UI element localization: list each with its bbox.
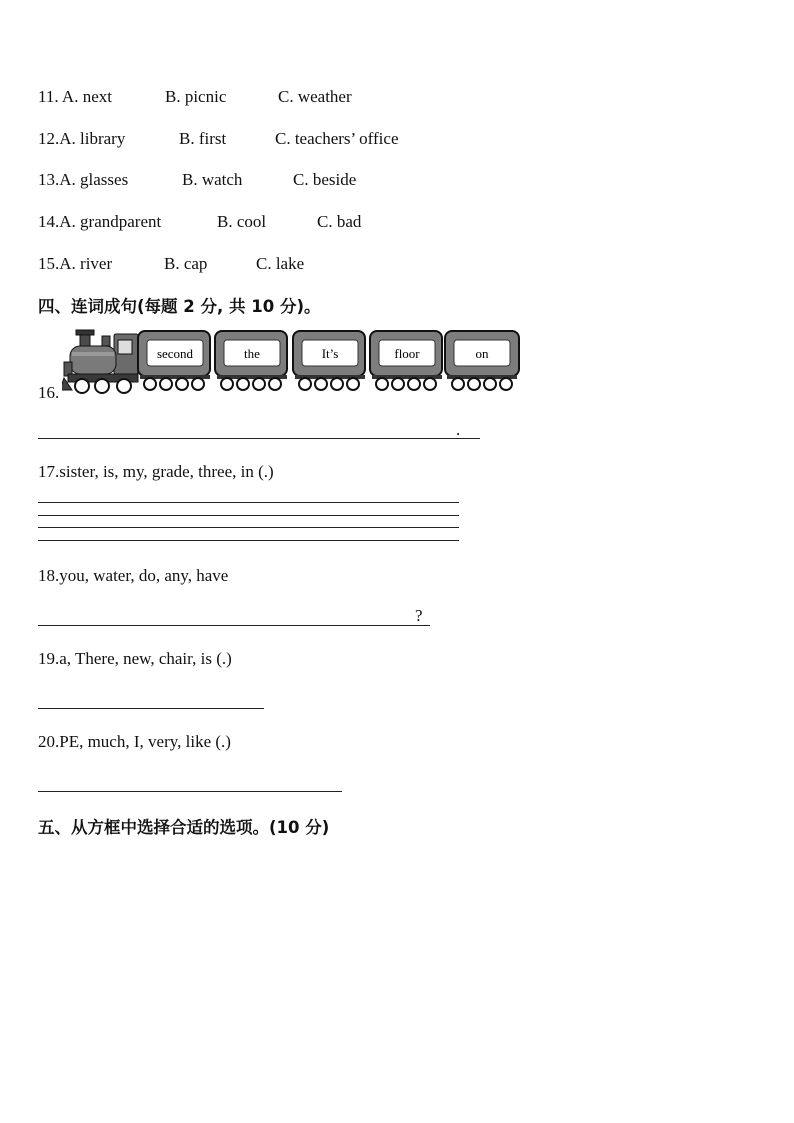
choice-13-b: B. watch	[182, 170, 243, 189]
q18-answer-line[interactable]	[38, 625, 430, 626]
choice-11-c: C. weather	[278, 87, 352, 106]
q19-answer-line[interactable]	[38, 708, 264, 709]
choice-13-c: C. beside	[293, 170, 357, 189]
train-word-5: on	[475, 346, 489, 361]
choice-13-a: 13.A. glasses	[38, 170, 129, 189]
q17-answer-line-3[interactable]	[38, 527, 459, 528]
q17-answer-line-2[interactable]	[38, 515, 459, 516]
locomotive-icon	[62, 330, 138, 393]
choice-14-a: 14.A. grandparent	[38, 212, 162, 231]
choice-14-b: B. cool	[217, 212, 267, 231]
choice-15-c: C. lake	[256, 254, 305, 273]
choice-11-a: 11. A. next	[38, 87, 112, 106]
q16-end-mark: .	[456, 420, 461, 439]
choice-14-c: C. bad	[317, 212, 362, 231]
q17-prompt: 17.sister, is, my, grade, three, in (.)	[38, 462, 274, 481]
train-word-1: second	[156, 346, 194, 361]
q19-prompt: 19.a, There, new, chair, is (.)	[38, 649, 232, 668]
q18-prompt: 18.you, water, do, any, have	[38, 566, 229, 585]
train-word-4: floor	[394, 346, 420, 361]
train-word-2: the	[244, 346, 260, 361]
choice-12-a: 12.A. library	[38, 129, 126, 148]
q16-number: 16.	[38, 383, 60, 402]
choice-11-b: B. picnic	[165, 87, 227, 106]
choice-15-b: B. cap	[164, 254, 208, 273]
choice-12-c: C. teachers’ office	[275, 129, 399, 148]
q18-end-mark: ?	[415, 606, 423, 625]
train-illustration	[62, 328, 522, 398]
q20-prompt: 20.PE, much, I, very, like (.)	[38, 732, 231, 751]
section-5-heading: 五、从方框中选择合适的选项。(10 分)	[38, 818, 330, 837]
section-4-heading: 四、连词成句(每题 2 分, 共 10 分)。	[38, 297, 321, 316]
train-word-3: It’s	[321, 346, 339, 361]
choice-15-a: 15.A. river	[38, 254, 113, 273]
choice-12-b: B. first	[179, 129, 227, 148]
q17-answer-line-4[interactable]	[38, 540, 459, 541]
q17-answer-line-1[interactable]	[38, 502, 459, 503]
q16-answer-line[interactable]	[38, 438, 480, 439]
q20-answer-line[interactable]	[38, 791, 342, 792]
